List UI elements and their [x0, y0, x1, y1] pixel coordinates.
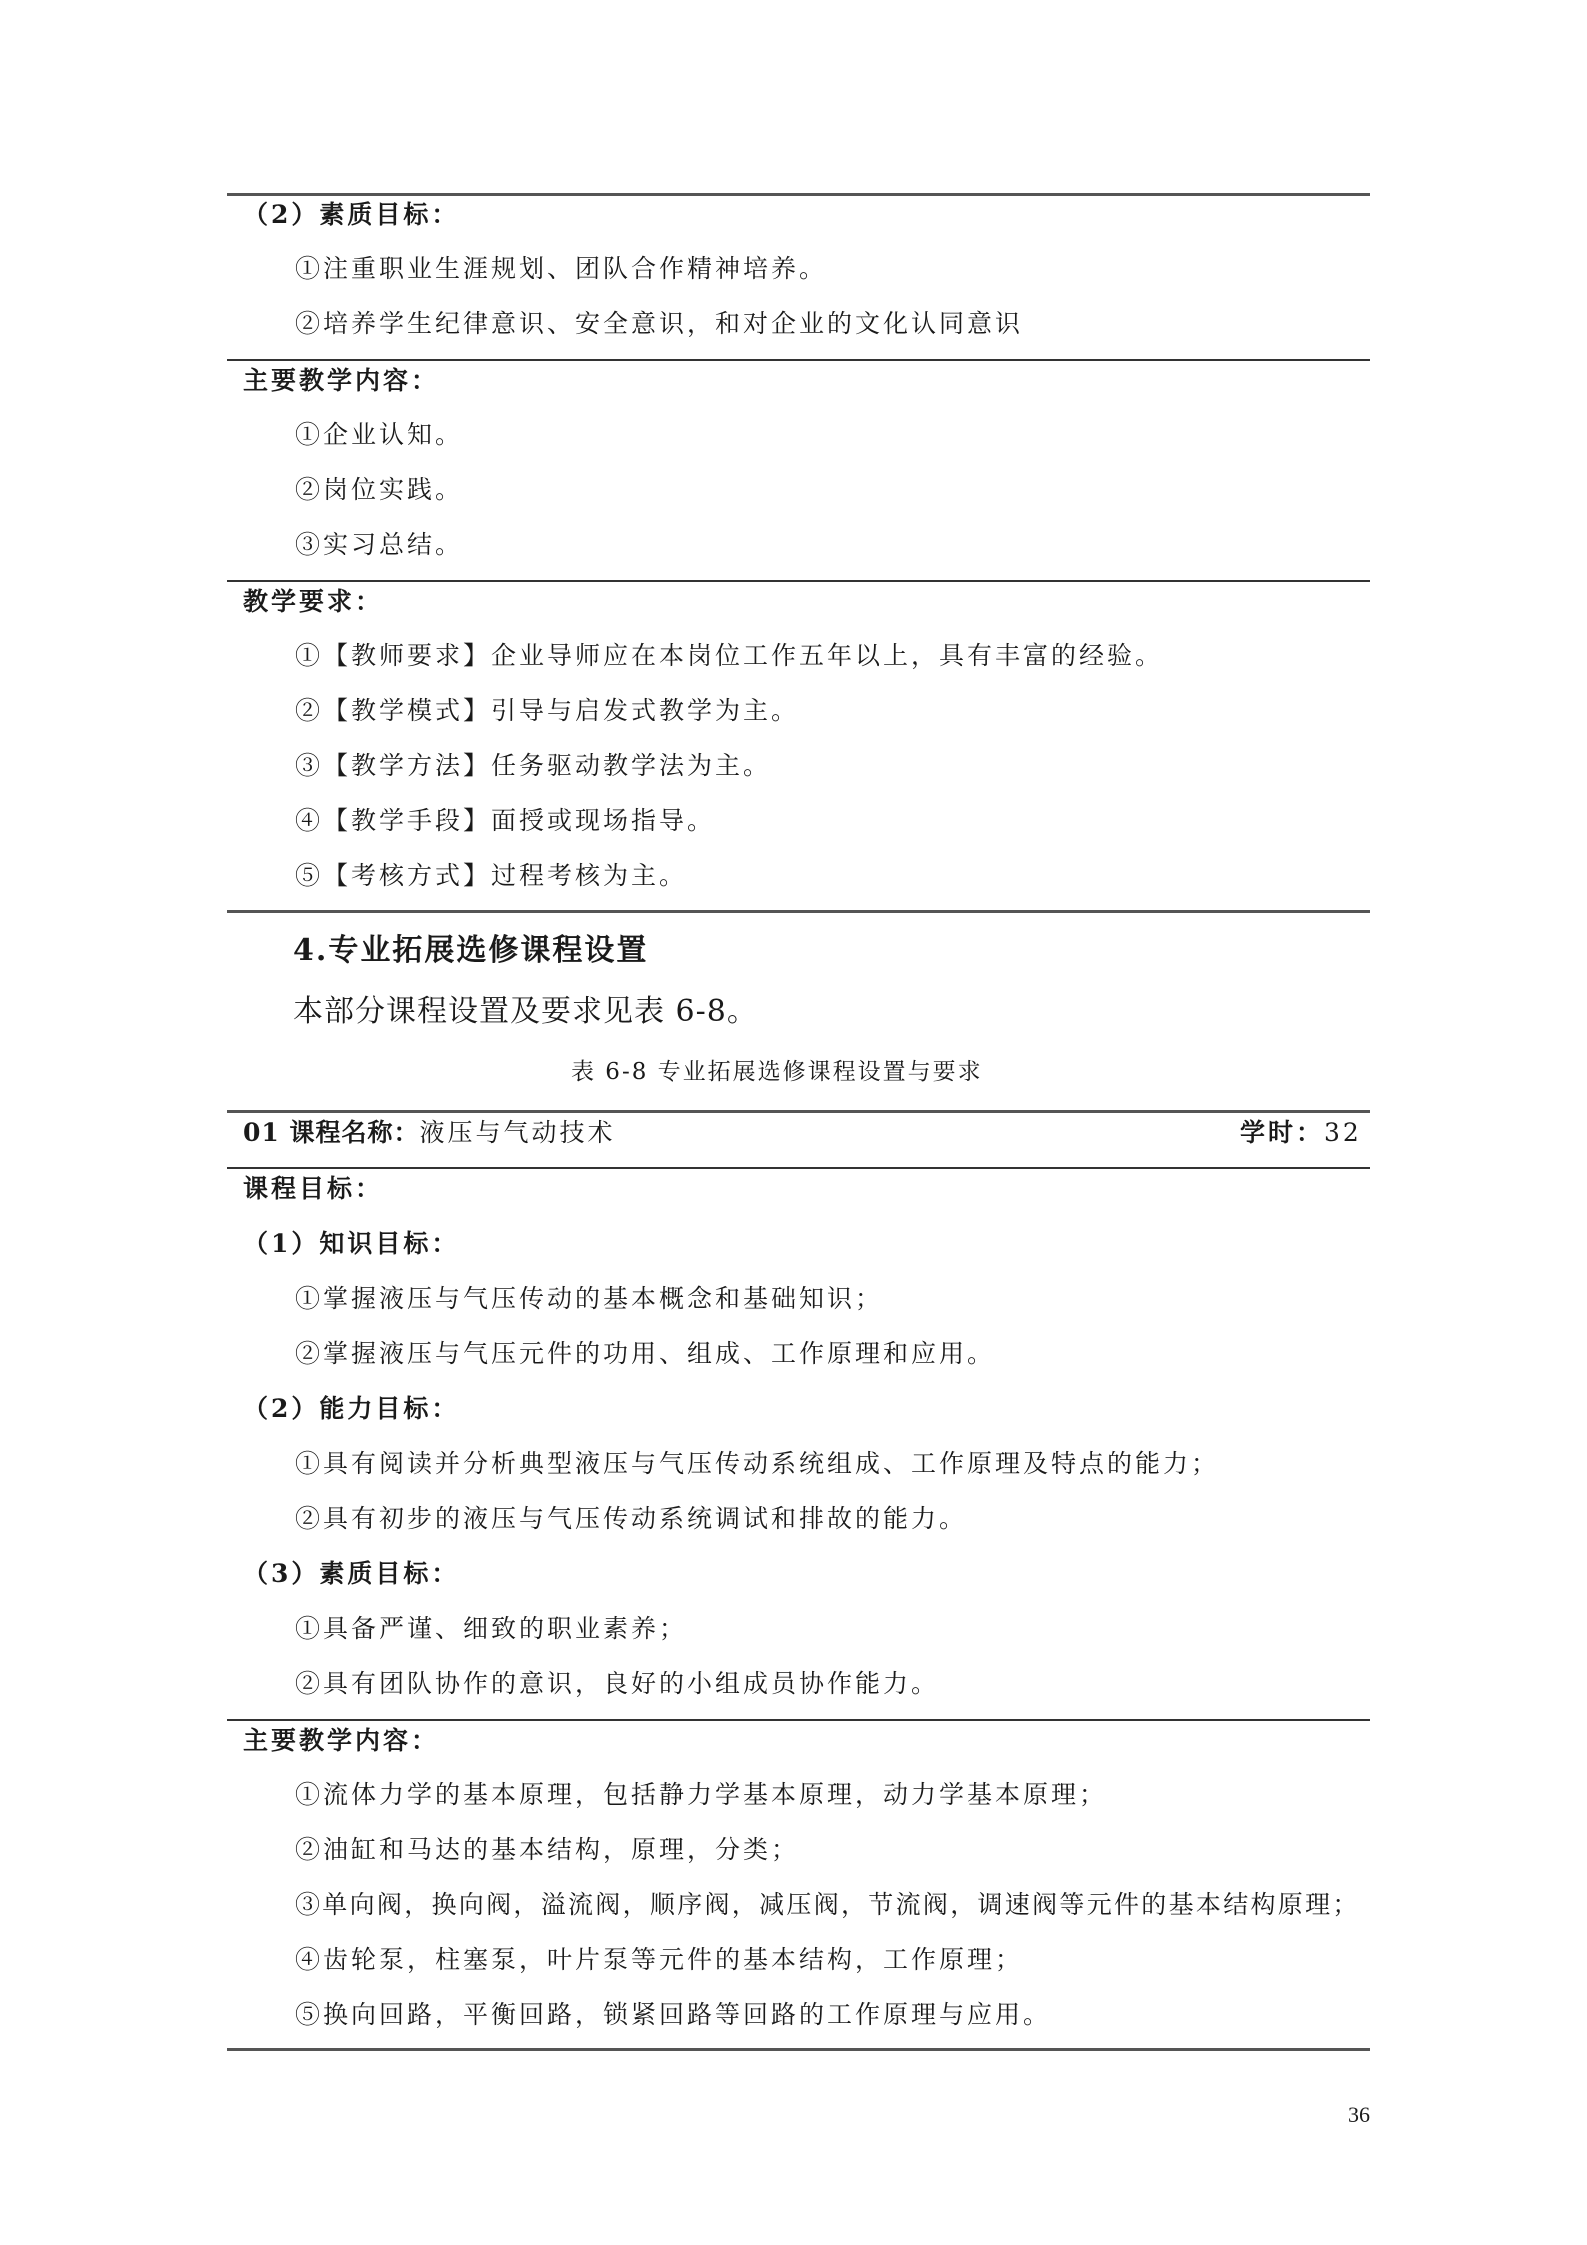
section-heading: 4.专业拓展选修课程设置: [293, 933, 649, 968]
list-item: ①企业认知。: [295, 420, 464, 449]
ability-goals-label: （2）能力目标：: [243, 1394, 460, 1423]
table-top-rule: [227, 1110, 1370, 1113]
content-label: 主要教学内容：: [243, 366, 440, 395]
list-item: ⑤【考核方式】过程考核为主。: [295, 861, 688, 890]
list-item: ②岗位实践。: [295, 475, 464, 504]
row-divider: [227, 1719, 1370, 1721]
list-item: ③单向阀，换向阀，溢流阀，顺序阀，减压阀，节流阀，调速阀等元件的基本结构原理；: [295, 1890, 1360, 1919]
page-number: 36: [1348, 2102, 1370, 2127]
list-item: ③【教学方法】任务驱动教学法为主。: [295, 751, 772, 780]
list-item: ②油缸和马达的基本结构，原理，分类；: [295, 1835, 800, 1864]
table-top-rule: [227, 193, 1370, 196]
list-item: ③实习总结。: [295, 530, 464, 559]
knowledge-goals-label: （1）知识目标：: [243, 1229, 460, 1258]
list-item: ②具有团队协作的意识，良好的小组成员协作能力。: [295, 1669, 940, 1698]
table-caption: 表 6-8 专业拓展选修课程设置与要求: [571, 1059, 983, 1085]
hours-value: 32: [1324, 1118, 1362, 1147]
course-name-value: 液压与气动技术: [419, 1118, 616, 1147]
hours-label: 学时：: [1240, 1118, 1325, 1147]
course-name-row: [243, 1120, 616, 1145]
list-item: ①掌握液压与气压传动的基本概念和基础知识；: [295, 1284, 884, 1313]
list-item: ④【教学手段】面授或现场指导。: [295, 806, 716, 835]
course-name-label: 01 课程名称：: [243, 1118, 420, 1147]
table-bottom-rule: [227, 910, 1370, 913]
list-item: ①【教师要求】企业导师应在本岗位工作五年以上，具有丰富的经验。: [295, 641, 1164, 670]
row-divider: [227, 359, 1370, 361]
row-divider: [227, 580, 1370, 582]
quality-goals-label: （2）素质目标：: [243, 200, 460, 229]
list-item: ①注重职业生涯规划、团队合作精神培养。: [295, 254, 828, 283]
list-item: ④齿轮泵，柱塞泵，叶片泵等元件的基本结构，工作原理；: [295, 1945, 1024, 1974]
list-item: ⑤换向回路，平衡回路，锁紧回路等回路的工作原理与应用。: [295, 2000, 1052, 2029]
requirements-label: 教学要求：: [243, 587, 384, 616]
course-hours: [1240, 1120, 1362, 1145]
row-divider: [227, 1167, 1370, 1169]
list-item: ①具备严谨、细致的职业素养；: [295, 1614, 688, 1643]
list-item: ①具有阅读并分析典型液压与气压传动系统组成、工作原理及特点的能力；: [295, 1449, 1220, 1478]
list-item: ①流体力学的基本原理，包括静力学基本原理，动力学基本原理；: [295, 1780, 1108, 1809]
list-item: ②【教学模式】引导与启发式教学为主。: [295, 696, 800, 725]
table-bottom-rule: [227, 2048, 1370, 2051]
list-item: ②具有初步的液压与气压传动系统调试和排故的能力。: [295, 1504, 968, 1533]
section-intro: 本部分课程设置及要求见表 6-8。: [293, 994, 758, 1029]
content-label: 主要教学内容：: [243, 1726, 440, 1755]
course-goals-label: 课程目标：: [243, 1174, 384, 1203]
list-item: ②培养学生纪律意识、安全意识，和对企业的文化认同意识: [295, 309, 1024, 338]
quality-goals-label: （3）素质目标：: [243, 1559, 460, 1588]
list-item: ②掌握液压与气压元件的功用、组成、工作原理和应用。: [295, 1339, 996, 1368]
